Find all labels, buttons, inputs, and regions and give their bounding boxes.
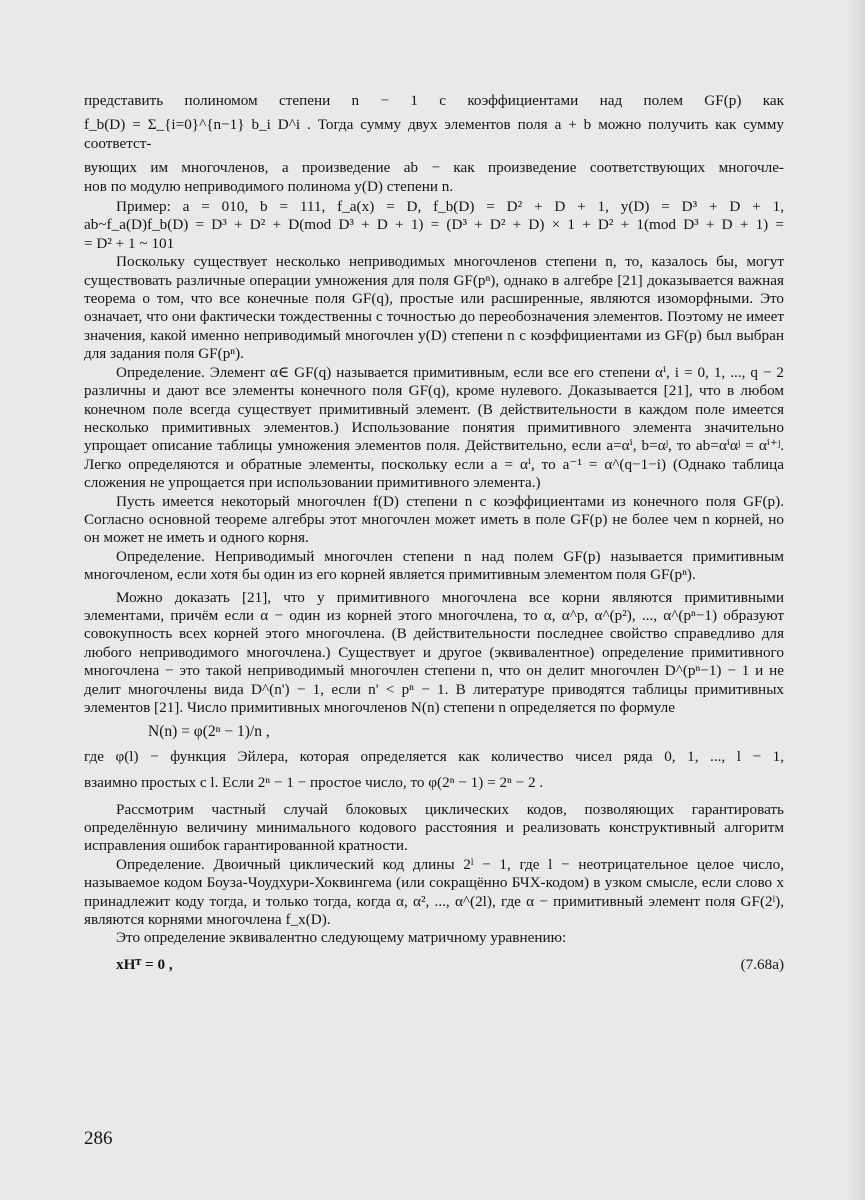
paragraph-bch-intro: Рассмотрим частный случай блоковых циклических кодов, позволяющих гарантировать определённую величину минимального кодового расстояния и реализовать конструктивный алгоритм исправления ошибок гарантированной кратности.: [84, 800, 784, 855]
scan-shadow: [847, 0, 865, 1200]
equation-line: [116, 956, 784, 974]
paragraph-primitive-roots: Можно доказать [21], что у примитивного многочлена все корни являются примитивными элементами, причём если α − один из корней этого многочлена, то α, α^p, α^(p²), ..., α^(pⁿ−1) образуют совокупность всех корней этого многочлена. (В действительности последнее свойство справедливо для любого неприводимого многочлена.) Существует и другое (эквивалентное) определение примитивного многочлена − это такой неприводимый многочлен степени n, что он делит многочлен D^(pⁿ−1) − 1 и не делит многочлены вида D^(n') − 1, если n' < pⁿ − 1. В литературе приводятся таблицы примитивных элементов [21]. Число примитивных многочленов N(n) степени n определяется по формуле: [84, 588, 784, 716]
definition-primitive-polynomial: Определение. Неприводимый многочлен степени n над полем GF(p) называется примитивным многочленом, если хотя бы один из его корней является примитивным элементом поля GF(pⁿ).: [84, 547, 784, 584]
definition-primitive-element: Определение. Элемент α∈ GF(q) называется примитивным, если все его степени αⁱ, i = 0, 1, ..., q − 2 различны и дают все элементы конечного поля GF(q), кроме нулевого. Доказывается [21], что в любом конечном поле всегда существует примитивный элемент. (В действительности в каждом поле имеется несколько примитивных элементов.) Использование понятия примитивного элемента значительно упрощает описание таблицы умножения элементов поля. Действительно, если a=αⁱ, b=αʲ, то ab=αⁱαʲ = αⁱ⁺ʲ. Легко определяются и обратные элементы, поскольку если a = αⁱ, то a⁻¹ = α^(q−1−i) (Однако таблица сложения не упрощается при использовании примитивного элемента.): [84, 363, 784, 492]
example-line-1: Пример: a = 010, b = 111, f_a(x) = D, f_b(D) = D² + D + 1, y(D) = D³ + D + 1,: [116, 198, 784, 216]
example-line-3: = D² + 1 ~ 101: [84, 234, 175, 252]
line-2: f_b(D) = Σ_{i=0}^{n−1} b_i D^i . Тогда сумму двух элементов поля a + b можно получить как сумму соответст-: [84, 116, 784, 152]
paragraph-euler-1: где φ(l) − функция Эйлера, которая определяется как количество чисел ряда 0, 1, ..., l − 1,: [84, 747, 784, 765]
example-line-2: ab~f_a(D)f_b(D) = D³ + D² + D(mod D³ + D + 1) = (D³ + D² + D) × 1 + D² + 1(mod D³ + D + 1) =: [84, 216, 784, 234]
equation-matrix: xHᵀ = 0 ,: [116, 955, 173, 973]
paragraph-matrix-equation: Это определение эквивалентно следующему матричному уравнению:: [116, 929, 567, 947]
body-text: [84, 92, 784, 974]
paragraph-euler-2: взаимно простых с l. Если 2ⁿ − 1 − простое число, то φ(2ⁿ − 1) = 2ⁿ − 2 .: [84, 774, 544, 792]
paragraph-isomorphic-fields: Поскольку существует несколько неприводимых многочленов степени n, то, казалось бы, могут существовать различные операции умножения для поля GF(pⁿ), однако в алгебре [21] доказывается важная теорема о том, что все конечные поля GF(q), простые или расширенные, являются изоморфными. Это означает, что они фактически тождественны с точностью до переобозначения элементов. Поэтому не имеет значения, какой именно неприводимый многочлен y(D) степени n с коэффициентами из GF(p) был выбран для задания поля GF(pⁿ).: [84, 253, 784, 363]
page-number: 286: [84, 1128, 113, 1149]
line-3: вующих им многочленов, а произведение ab − как произведение соответствующих многочле-: [84, 159, 784, 177]
equation-number: (7.68a): [740, 955, 784, 973]
formula-primitive-count: N(n) = φ(2ⁿ − 1)/n ,: [148, 723, 270, 741]
definition-bch-code: Определение. Двоичный циклический код длины 2ˡ − 1, где l − неотрицательное целое число, называемое кодом Боуза-Чоудхури-Хоквингема (или сокращённо БЧХ-кодом) в узком смысле, если слово x принадлежит коду тогда, и только тогда, когда α, α², ..., α^(2l), где α − примитивный элемент поля GF(2ˡ), являются корнями многочлена f_x(D).: [84, 855, 784, 929]
paragraph-polynomial-roots: Пусть имеется некоторый многочлен f(D) степени n с коэффициентами из конечного поля GF(p). Согласно основной теореме алгебры этот многочлен может иметь в поле GF(p) не более чем n корней, но он может не иметь и одного корня.: [84, 492, 784, 547]
line-4: нов по модулю неприводимого полинома y(D) степени n.: [84, 177, 454, 195]
line-1: представить полиномом степени n − 1 с коэффициентами над полем GF(p) как: [84, 92, 784, 109]
